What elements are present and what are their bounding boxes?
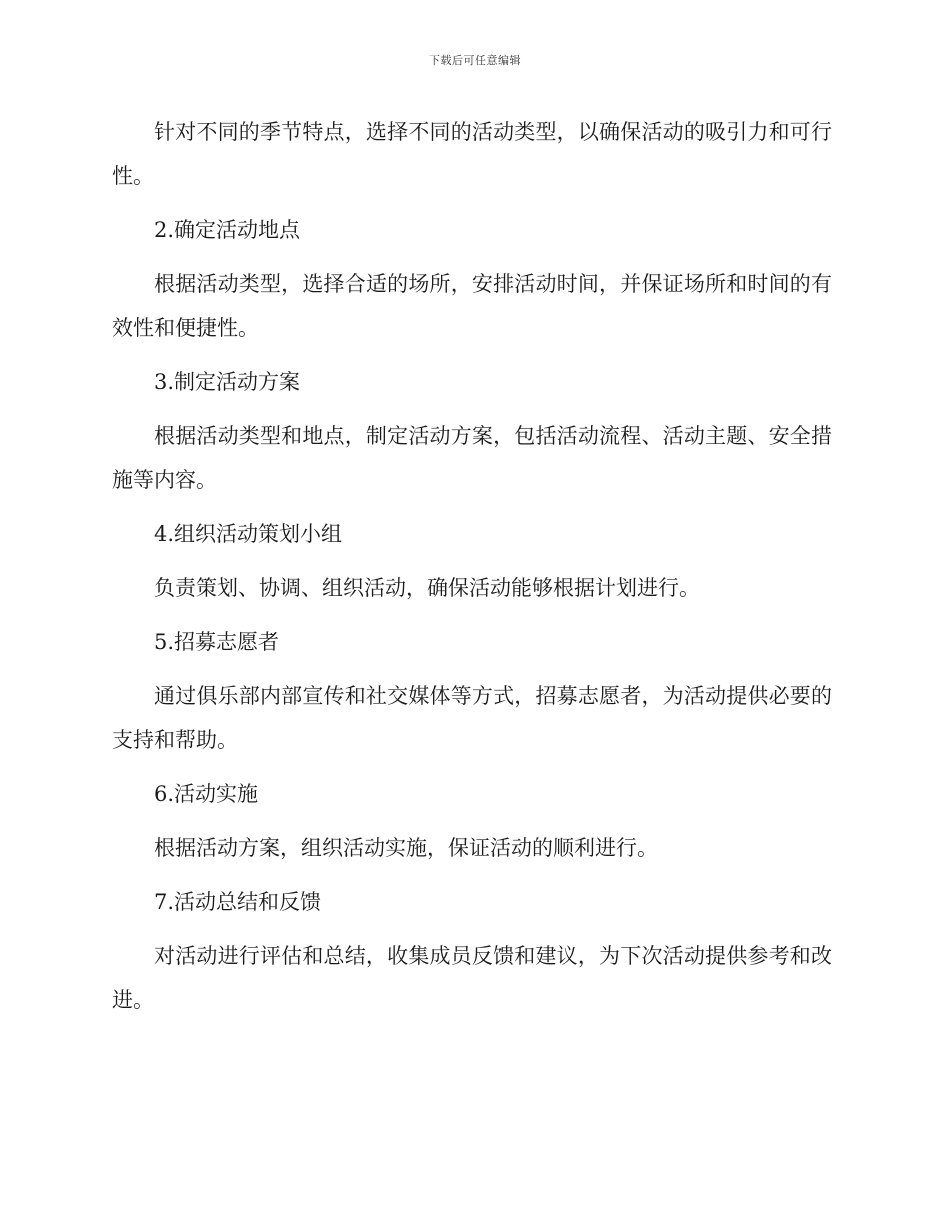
section-heading-7: 7.活动总结和反馈 bbox=[154, 890, 322, 914]
page-header-note: 下载后可任意编辑 bbox=[429, 54, 521, 67]
section-text-6: 根据活动方案，组织活动实施，保证活动的顺利进行。 bbox=[154, 836, 658, 860]
section-heading-5: 5.招募志愿者 bbox=[154, 630, 280, 654]
section-text-2: 根据活动类型，选择合适的场所，安排活动时间，并保证场所和时间的有效性和便捷性。 bbox=[112, 272, 832, 340]
section-text-3: 根据活动类型和地点，制定活动方案，包括活动流程、活动主题、安全措施等内容。 bbox=[112, 424, 832, 492]
section-heading-4: 4.组织活动策划小组 bbox=[154, 522, 343, 546]
section-text-4: 负责策划、协调、组织活动，确保活动能够根据计划进行。 bbox=[154, 576, 700, 600]
section-text-5: 通过俱乐部内部宣传和社交媒体等方式，招募志愿者，为活动提供必要的支持和帮助。 bbox=[112, 684, 832, 752]
section-heading-3: 3.制定活动方案 bbox=[154, 370, 301, 394]
section-text-7: 对活动进行评估和总结，收集成员反馈和建议，为下次活动提供参考和改进。 bbox=[112, 944, 832, 1012]
intro-paragraph: 针对不同的季节特点，选择不同的活动类型，以确保活动的吸引力和可行性。 bbox=[112, 120, 832, 188]
section-heading-6: 6.活动实施 bbox=[154, 782, 259, 806]
section-heading-2: 2.确定活动地点 bbox=[154, 218, 301, 242]
document-body bbox=[112, 110, 832, 1022]
